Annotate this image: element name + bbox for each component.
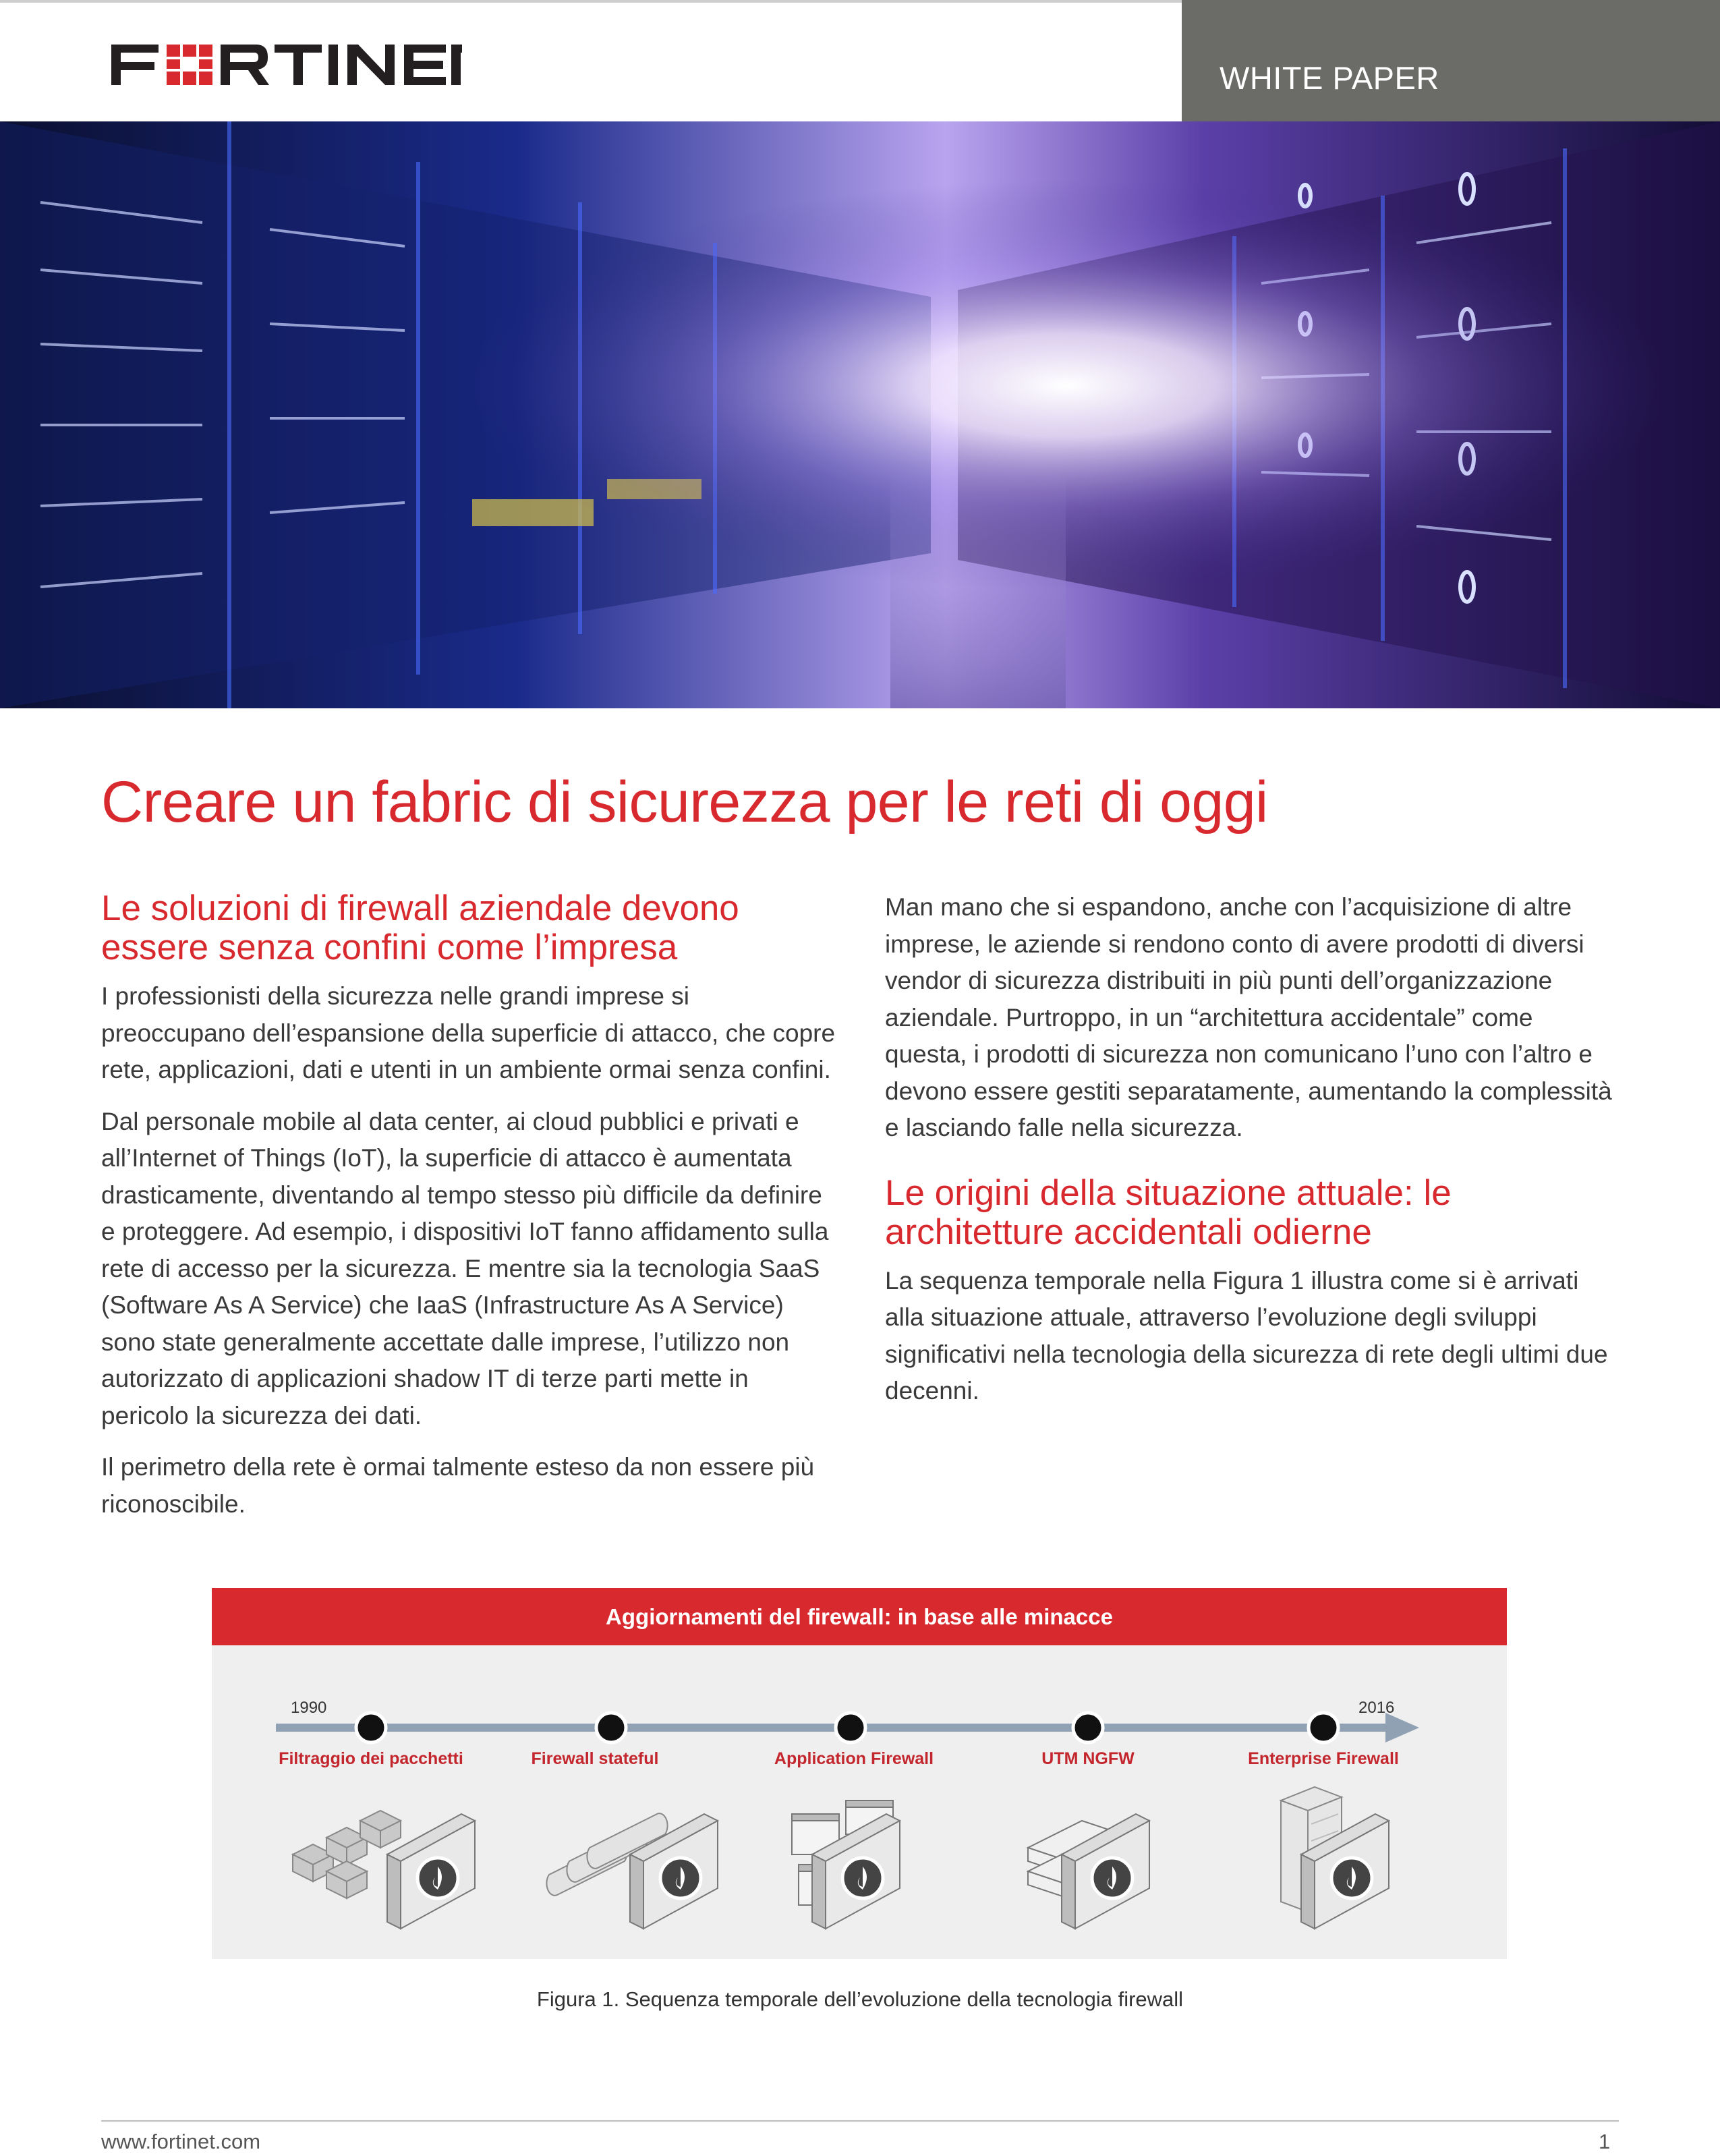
milestone-dot xyxy=(836,1713,865,1742)
figure-banner: Aggiornamenti del firewall: in base alle minacce xyxy=(212,1588,1507,1645)
packet-blocks-firewall-icon xyxy=(293,1811,475,1929)
milestone-label: Filtraggio dei pacchetti xyxy=(279,1749,463,1768)
milestone-dot xyxy=(356,1713,386,1742)
milestone-dot xyxy=(596,1713,626,1742)
hero-image-data-center xyxy=(0,121,1720,708)
left-column xyxy=(101,889,836,1537)
milestone-dot xyxy=(1309,1713,1338,1742)
body-paragraph: La sequenza temporale nella Figura 1 illustra come si è arrivati alla situazione attuale, attraverso l’evoluzione degli sviluppi significativi nella tecnologia della sicurezza di rete degli ultimi due decenni. xyxy=(885,1266,1608,1405)
page-title: Creare un fabric di sicurezza per le reti di oggi xyxy=(101,770,1268,834)
windows-firewall-icon xyxy=(792,1800,900,1929)
page-number: 1 xyxy=(1599,2130,1611,2153)
body-paragraph: Dal personale mobile al data center, ai cloud pubblici e privati e all’Internet of Things (IoT), la superficie di attacco è aumentata drasticamente, diventando al tempo stesso più difficile da definire e proteggere. Ad esempio, i dispositivi IoT fanno affidamento sulla rete di accesso per la sicurezza. E mentre sia la tecnologia SaaS (Software As A Service) che IaaS (Infrastructure As A Service) sono state generalmente accettate dalle imprese, l’utilizzo non autorizzato di applicazioni shadow IT di terze parti mette in pericolo la sicurezza dei dati. xyxy=(101,1107,829,1429)
top-rule xyxy=(0,0,1182,3)
milestone-label: Enterprise Firewall xyxy=(1248,1749,1399,1768)
timeline-line xyxy=(276,1724,1389,1732)
footer-website-link[interactable]: www.fortinet.com xyxy=(101,2130,261,2153)
body-paragraph: I professionisti della sicurezza nelle grandi imprese si preoccupano dell’espansione della superficie di attacco, che copre rete, applicazioni, dati e utenti in un ambiente ormai senza confini. xyxy=(101,982,836,1083)
section-heading-origins: Le origini della situazione attuale: le architetture accidentali odierne xyxy=(885,1172,1452,1252)
pipes-firewall-icon xyxy=(546,1813,718,1929)
milestone-dot xyxy=(1073,1713,1103,1742)
timeline-start-year: 1990 xyxy=(291,1699,327,1717)
section-heading-borderless: Le soluzioni di firewall aziendale devono essere senza confini come l’impresa xyxy=(101,888,739,967)
body-paragraph: Man mano che si espandono, anche con l’acquisizione di altre imprese, le aziende si rendono conto di avere prodotti di diversi vendor di sicurezza distribuiti in più punti dell’organizzazione aziendale. Purtroppo, in un “architettura accidentale” come questa, i prodotti di sicurezza non comunicano l’uno con l’altro e devono essere gestiti separatamente, aumentando la complessità e lasciando falle nella sicurezza. xyxy=(885,893,1612,1141)
appliances-firewall-icon xyxy=(1028,1814,1149,1929)
timeline-end-year: 2016 xyxy=(1358,1699,1395,1717)
document-type-badge: WHITE PAPER xyxy=(1182,0,1720,121)
figure-caption: Figura 1. Sequenza temporale dell’evoluzione della tecnologia firewall xyxy=(536,1987,1184,2011)
milestone-label: Application Firewall xyxy=(774,1749,934,1768)
fortinet-logo xyxy=(111,40,462,88)
body-paragraph: Il perimetro della rete è ormai talmente esteso da non essere più riconoscibile. xyxy=(101,1453,815,1518)
firewall-timeline-figure xyxy=(212,1588,1507,1959)
building-firewall-icon xyxy=(1281,1787,1389,1929)
milestone-label: Firewall stateful xyxy=(531,1749,659,1768)
milestone-label: UTM NGFW xyxy=(1041,1749,1135,1768)
right-column xyxy=(885,889,1620,1425)
footer-divider xyxy=(101,2120,1619,2122)
